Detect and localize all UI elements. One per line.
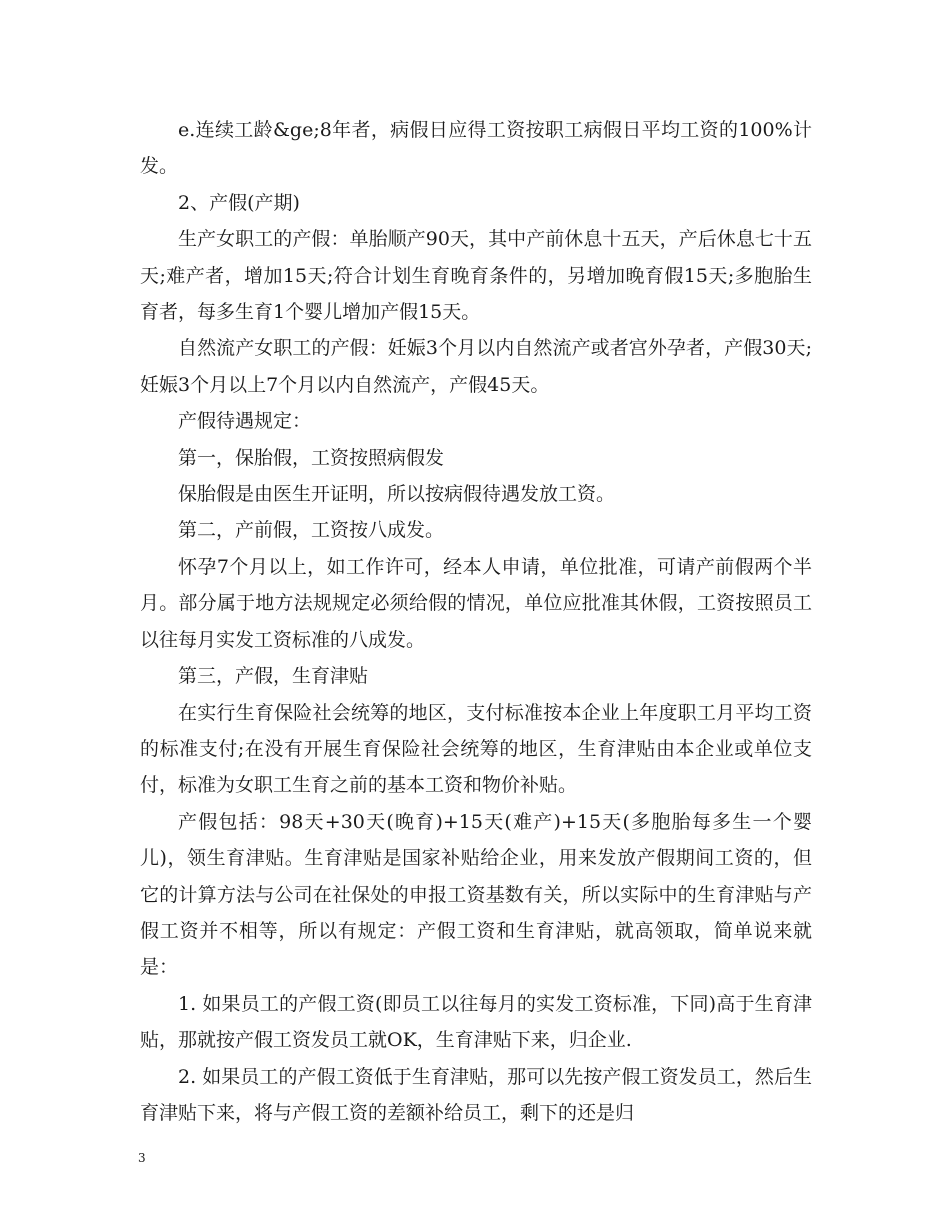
paragraph-leave-composition: 产假包括：98天+30天(晚育)+15天(难产)+15天(多胞胎每多生一个婴儿)，领生育津贴。生育津贴是国家补贴给企业，用来发放产假期间工资的，但它的计算方法与公司在社保处的申报工资基数有关，所以实际中的生育津贴与产假工资并不相等，所以有规定：产假工资和生育津贴，就高领取，简单说来就是：	[140, 810, 812, 979]
list-item-rule-2: 2. 如果员工的产假工资低于生育津贴，那可以先按产假工资发员工，然后生育津贴下来，将与产假工资的差额补给员工，剩下的还是归	[140, 1065, 812, 1124]
paragraph-prenatal-leave: 怀孕7个月以上，如工作许可，经本人申请，单位批准，可请产前假两个半月。部分属于地方法规规定必须给假的情况，单位应批准其休假，工资按照员工以往每月实发工资标准的八成发。	[140, 555, 812, 651]
paragraph-allowance-standard: 在实行生育保险社会统筹的地区，支付标准按本企业上年度职工月平均工资的标准支付;在没有开展生育保险社会统筹的地区，生育津贴由本企业或单位支付，标准为女职工生育之前的基本工资和物价补贴。	[140, 701, 812, 797]
paragraph-maternity-leave-length: 生产女职工的产假：单胎顺产90天，其中产前休息十五天，产后休息七十五天;难产者，增加15天;符合计划生育晚育条件的，另增加晚育假15天;多胞胎生育者，每多生育1个婴儿增加产假15天。	[140, 228, 812, 324]
document-body	[140, 112, 812, 1131]
heading-prenatal-leave: 第二，产前假，工资按八成发。	[178, 519, 445, 542]
heading-leave-benefits: 产假待遇规定：	[178, 410, 312, 433]
heading-maternity-allowance: 第三，产假，生育津贴	[178, 665, 369, 688]
list-item-rule-1: 1. 如果员工的产假工资(即员工以往每月的实发工资标准，下同)高于生育津贴，那就按产假工资发员工就OK，生育津贴下来，归企业.	[140, 992, 812, 1052]
paragraph-miscarriage-leave: 自然流产女职工的产假：妊娠3个月以内自然流产或者宫外孕者，产假30天;妊娠3个月以上7个月以内自然流产，产假45天。	[140, 337, 812, 396]
heading-maternity-leave: 2、产假(产期)	[178, 191, 300, 214]
heading-pregnancy-protection-leave: 第一，保胎假，工资按照病假发	[178, 446, 445, 469]
page-number: 3	[138, 1151, 146, 1165]
paragraph-pregnancy-protection-leave: 保胎假是由医生开证明，所以按病假待遇发放工资。	[178, 483, 616, 506]
paragraph-sick-leave-pay: e.连续工龄&ge;8年者，病假日应得工资按职工病假日平均工资的100%计发。	[140, 119, 812, 178]
